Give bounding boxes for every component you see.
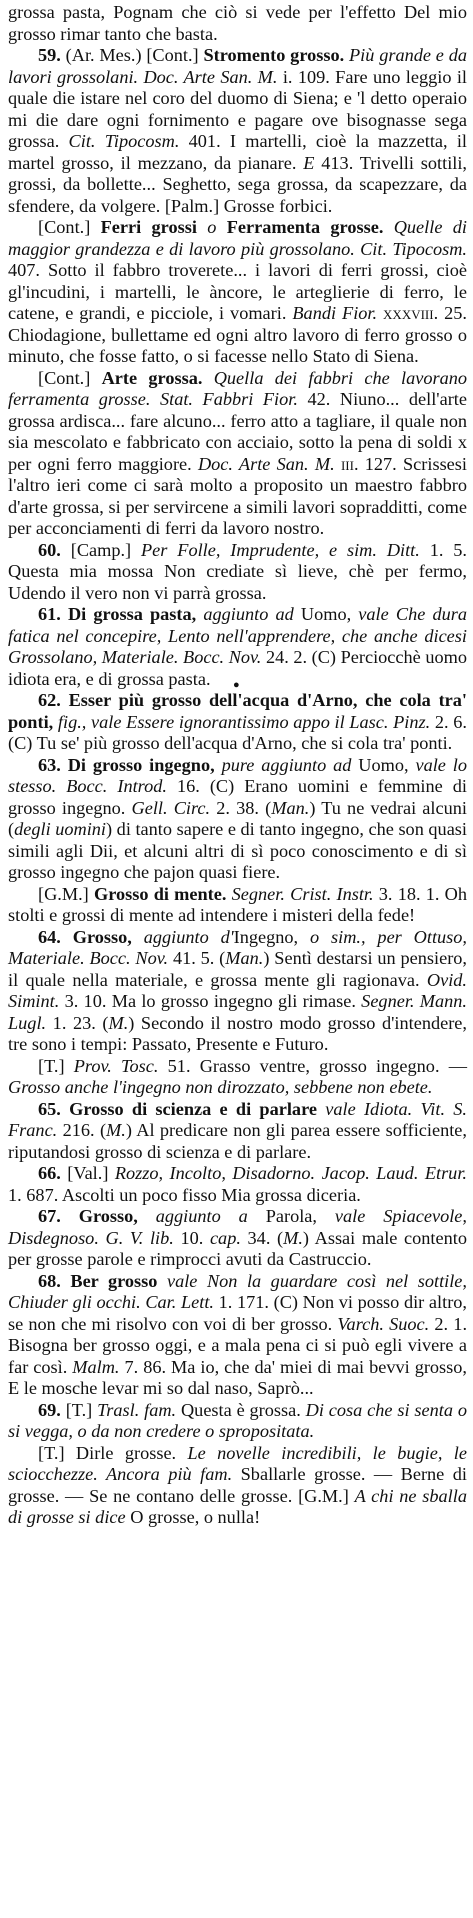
- entry-59-arte-grossa: [Cont.] Arte grossa. Quella dei fabbri che lavorano ferramenta grosse. Stat. Fabbri Fior. 42. Niuno... dell'arte grossa ardisca... fare alcuno... ferro atto a tagliare, il quale non sia mescolato e fabbricato con acciaio, sotto la pena di soldi x per ogni ferro maggiore. Doc. Arte San. M. iii. 127. Scrissesi l'altro ieri come ci sarà molto a proposito un maestro fabbro d'arte grossa, si per servircene a simili lavori sopradditti, come per acconciamenti di ferri da lavoro nostro.: [8, 367, 468, 538]
- entry-59: 59. (Ar. Mes.) [Cont.] Stromento grosso. Più grande e da lavori grossolani. Doc. Arte San. M. i. 109. Fare uno leggio il quale die istare nel coro del duomo di Siena; e 'l detto operaio mi die dare ogni fornimento e pagare ove bisognasse sega grossa. Cit. Tipocosm. 401. I martelli, cioè la mazzetta, il martel grosso, il mezzano, da pianare. E 413. Trivelli sottili, grossi, da bollette... Seghetto, sega grossa, da scapezzare, da sfendere, da volgere. [Palm.] Grosse forbici.: [8, 45, 468, 216]
- entry-58-continuation: grossa pasta, Pognam che ciò si vede per l'effetto Del mio grosso rimar tanto che basta.: [8, 2, 467, 44]
- entry-65: 65. Grosso di scienza e di parlare vale Idiota. Vit. S. Franc. 216. (M.) Al predicare non gli parea essere sofficiente, riputandosi grosso di scienza e di parlare.: [8, 1098, 467, 1162]
- entry-59-ferri-grossi: [Cont.] Ferri grossi o Ferramenta grosse. Quelle di maggior grandezza e di lavoro più grossolano. Cit. Tipocosm. 407. Sotto il fabbro troverete... i lavori di ferri grossi, cioè gl'incudini, i martelli, le àncore, le arteglierie di ferro, le catene, e grandi, e picciole, i vomari. Bandi Fior. xxxviii. 25. Chiodagione, bullettame ed ogni altro lavoro di ferro grosso o minuto, che fosse fatto, o si facesse nello Stato di Siena.: [8, 217, 467, 366]
- entry-63-grosso-di-mente: [G.M.] Grosso di mente. Segner. Crist. Instr. 3. 18. 1. Oh stolti e grossi di mente ad intendere i misteri della fede!: [8, 883, 467, 925]
- entry-68: 68. Ber grosso vale Non la guardare così nel sottile, Chiuder gli occhi. Car. Lett. 1. 171. (C) Non vi posso dir altro, se non che mi risolvo con voi di ber grosso. Varch. Suoc. 2. 1. Bisogna ber grosso oggi, e a mala pena ci si può egli vivere a far così. Malm. 7. 86. Ma io, che da' miei di mai bevvi grosso, E le mosche levar mi so dal naso, Saprò...: [8, 1270, 468, 1398]
- entry-63: 63. Di grosso ingegno, pure aggiunto ad Uomo, vale lo stesso. Bocc. Introd. 16. (C) Erano uomini e femmine di grosso ingegno. Gell. Circ. 2. 38. (Man.) Tu ne vedrai alcuni (degli uomini) di tanto sapere e di tanto ingegno, che son quasi simili agli Dii, et alcuni altri di sì poco conoscimento e di sì grosso ingegno che pajon quasi fiere.: [8, 754, 468, 882]
- entry-67: 67. Grosso, aggiunto a Parola, vale Spiacevole, Disdegnoso. G. V. lib. 10. cap. 34. (M.) Assai male contento per grosse parole e rimprocci avuti da Castruccio.: [8, 1206, 467, 1269]
- entry-66: 66. [Val.] Rozzo, Incolto, Disadorno. Jacop. Laud. Etrur. 1. 687. Ascolti un poco fisso Mia grossa diceria.: [8, 1163, 467, 1205]
- entry-60: 60. [Camp.] Per Folle, Imprudente, e sim. Ditt. 1. 5. Questa mia mossa Non crediate sì lieve, chè per fermo, Udendo il vero non vi parrà grossa.: [8, 539, 467, 603]
- entry-64-proverb: [T.] Prov. Tosc. 51. Grasso ventre, grosso ingegno. — Grosso anche l'ingegno non dirozzato, sebbene non ebete.: [8, 1055, 467, 1097]
- entry-64: 64. Grosso, aggiunto d'Ingegno, o sim., per Ottuso, Materiale. Bocc. Nov. 41. 5. (Man.) Sentì destarsi un pensiero, il quale nella materiale, e grossa mente gli ragionava. Ovid. Simint. 3. 10. Ma lo grosso ingegno gli rimase. Segner. Mann. Lugl. 1. 23. (M.) Secondo il nostro modo grosso d'intendere, tre sono i tempi: Passato, Presente e Futuro.: [8, 926, 468, 1054]
- entry-69-dirle-grosse: [T.] Dirle grosse. Le novelle incredibili, le bugie, le sciocchezze. Ancora più fam. Sballarle grosse. — Berne di grosse. — Se ne contano delle grosse. [G.M.] A chi ne sballa di grosse si dice O grosse, o nulla!: [8, 1442, 467, 1527]
- entry-62: 62. Esser più grosso dell'acqua d'Arno, che cola tra' ponti, fig., vale Essere ignorantissimo appo il Lasc. Pinz. 2. 6. (C) Tu se' più grosso dell'acqua d'Arno, che si cola tra' ponti.: [8, 690, 467, 753]
- entry-69: 69. [T.] Trasl. fam. Questa è grossa. Di cosa che si senta o si vegga, o da non credere o spropositata.: [8, 1399, 467, 1441]
- entry-61: 61. Di grossa pasta, aggiunto ad Uomo, vale Che dura fatica nel concepire, Lento nell'apprendere, che anche dicesi Grossolano, Materiale. Bocc. Nov. 24. 2. (C) Perciocchè uomo idiota era, e di grossa pasta.: [8, 604, 467, 689]
- dictionary-page: grossa pasta, Pognam che ciò si vede per l'effetto Del mio grosso rimar tanto che basta. 59. (Ar. Mes.) [Cont.] Stromento grosso. Più grande e da lavori grossolani. Doc. Arte San. M. i. 109. Fare uno leggio il quale die istare nel coro del duomo di Siena; e 'l detto operaio mi die dare ogni fornimento e pagare ove bisognasse sega grossa. Cit. Tipocosm. 401. I martelli, cioè la mazzetta, il martel grosso, il mezzano, da pianare. E 413. Trivelli sottili, grossi, da bollette... Seghetto, sega grossa, da scapezzare, da sfendere, da volgere. [Palm.] Grosse forbici. [Cont.] Ferri grossi o Ferramenta grosse. Quelle di maggior grandezza e di lavoro più grossolano. Cit. Tipocosm. 407. Sotto il fabbro troverete... i lavori di ferri grossi, cioè gl'incudini, i martelli, le àncore, le arteglierie di ferro, le catene, e grandi, e picciole, i vomari. Bandi Fior. xxxviii. 25. Chiodagione, bullettame ed ogni altro lavoro di ferro grosso o minuto, che fosse fatto, o si facesse nello Stato di Siena. [Cont.] Arte grossa. Quella dei fabbri che lavorano ferramenta grosse. Stat. Fabbri Fior. 42. Niuno... dell'arte grossa ardisca... fare alcuno... ferro atto a tagliare, il quale non sia mescolato e fabbricato con acciaio, sotto la pena di soldi x per ogni ferro maggiore. Doc. Arte San. M. iii. 127. Scrissesi l'altro ieri come ci sarà molto a proposito un maestro fabbro d'arte grossa, si per servircene a simili lavori sopradditti, come per acconciamenti di ferri da lavoro nostro. 60. [Camp.] Per Folle, Imprudente, e sim. Ditt. 1. 5. Questa mia mossa Non crediate sì lieve, chè per fermo, Udendo il vero non vi parrà grossa. 61. Di grossa pasta, aggiunto ad Uomo, vale Che dura fatica nel concepire, Lento nell'apprendere, che anche dicesi Grossolano, Materiale. Bocc. Nov. 24. 2. (C) Perciocchè uomo idiota era, e di grossa pasta. ● 62. Esser più grosso dell'acqua d'Arno, che cola tra' ponti, fig., vale Essere ignorantissimo appo il Lasc. Pinz. 2. 6. (C) Tu se' più grosso dell'acqua d'Arno, che si cola tra' ponti. 63. Di grosso ingegno, pure aggiunto ad Uomo, vale lo stesso. Bocc. Introd. 16. (C) Erano uomini e femmine di grosso ingegno. Gell. Circ. 2. 38. (Man.) Tu ne vedrai alcuni (degli uomini) di tanto sapere e di tanto ingegno, che son quasi simili agli Dii, et alcuni altri di sì poco conoscimento e di sì grosso ingegno che pajon quasi fiere. [G.M.] Grosso di mente. Segner. Crist. Instr. 3. 18. 1. Oh stolti e grossi di mente ad intendere i misteri della fede! 64. Grosso, aggiunto d'Ingegno, o sim., per Ottuso, Materiale. Bocc. Nov. 41. 5. (Man.) Sentì destarsi un pensiero, il quale nella materiale, e grossa mente gli ragionava. Ovid. Simint. 3. 10. Ma lo grosso ingegno gli rimase. Segner. Mann. Lugl. 1. 23. (M.) Secondo il nostro modo grosso d'intendere, tre sono i tempi: Passato, Presente e Futuro. [T.] Prov. Tosc. 51. Grasso ventre, grosso ingegno. — Grosso anche l'ingegno non dirozzato, sebbene non ebete. 65. Grosso di scienza e di parlare vale Idiota. Vit. S. Franc. 216. (M.) Al predicare non gli parea essere sofficiente, riputandosi grosso di scienza e di parlare. 66. [Val.] Rozzo, Incolto, Disadorno. Jacop. Laud. Etrur. 1. 687. Ascolti un poco fisso Mia grossa diceria. 67. Grosso, aggiunto a Parola, vale Spiacevole, Disdegnoso. G. V. lib. 10. cap. 34. (M.) Assai male contento per grosse parole e rimprocci avuti da Castruccio. 68. Ber grosso vale Non la guardare così nel sottile, Chiuder gli occhi. Car. Lett. 1. 171. (C) Non vi posso dir altro, se non che mi risolvo con voi di ber grosso. Varch. Suoc. 2. 1. Bisogna ber grosso oggi, e a mala pena ci si può egli vivere a far così. Malm. 7. 86. Ma io, che da' miei di mai bevvi grosso, E le mosche levar mi so dal naso, Saprò... 69. [T.] Trasl. fam. Questa è grossa. Di cosa che si senta o si vegga, o da non credere o spropositata. [T.] Dirle grosse. Le novelle incredibili, le bugie, le sciocchezze. Ancora più fam. Sballarle grosse. — Berne di grosse. — Se ne contano delle grosse. [G.M.] A chi ne sballa di grosse si dice O grosse, o nulla!: [8, 2, 468, 1527]
